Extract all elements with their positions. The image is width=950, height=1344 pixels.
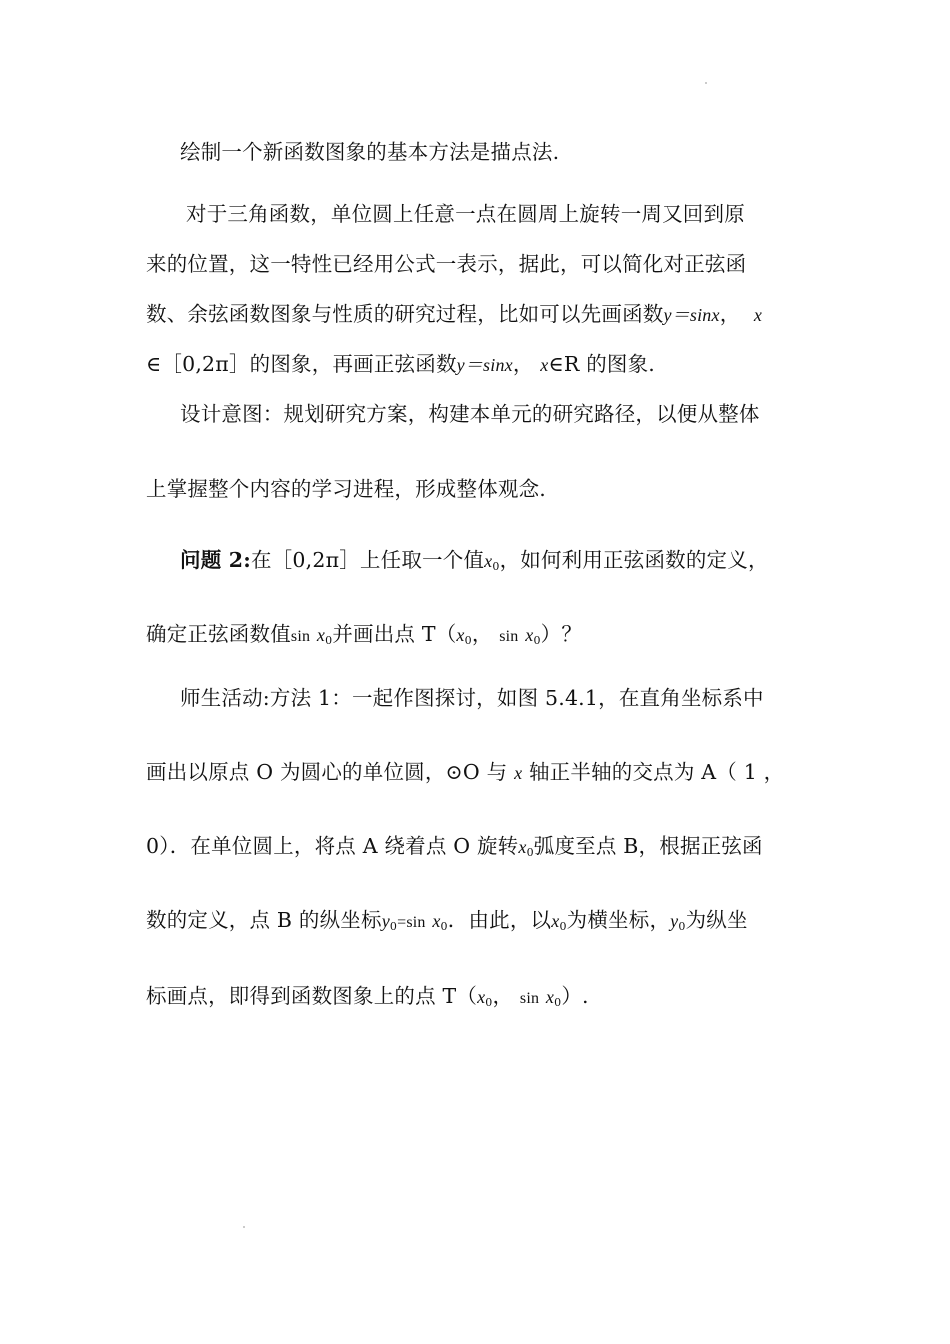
- formula-y-sinx: y＝sinx: [456, 355, 513, 375]
- activity-line-1: 师生活动:方法 1：一起作图探讨，如图 5.4.1，在直角坐标系中: [180, 686, 764, 710]
- question-2-line-1: 问题 2:在［0,2π］上任取一个值$x_0$，如何利用正弦函数的定义，: [180, 548, 769, 573]
- scan-speck-top: [705, 82, 707, 84]
- paragraph-drawing-method: 绘制一个新函数图象的基本方法是描点法.: [180, 140, 560, 164]
- paragraph-design-intent-line-2: 上掌握整个内容的学习进程，形成整体观念.: [146, 477, 547, 501]
- scan-speck-bottom: [243, 1226, 245, 1228]
- question-label: 问题 2:: [180, 548, 251, 572]
- paragraph-trig-line-2: 来的位置，这一特性已经用公式一表示，据此，可以简化对正弦函: [146, 252, 747, 276]
- formula-y-sinx: y＝sinx: [663, 305, 720, 325]
- activity-line-3: 0）．在单位圆上，将点 A 绕着点 O 旋转$x_0$弧度至点 B，根据正弦函: [146, 834, 763, 859]
- paragraph-design-intent-line-1: 设计意图：规划研究方案，构建本单元的研究路径，以便从整体: [180, 402, 760, 426]
- paragraph-trig-line-1: 对于三角函数，单位圆上任意一点在圆周上旋转一周又回到原: [186, 202, 745, 226]
- activity-line-5: 标画点，即得到函数图象上的点 $T(x_0$， $\sin x_0$）.: [146, 984, 589, 1009]
- question-2-line-2: 确定正弦函数值$\sin x_0$并画出点 $T(x_0$， $\sin x_0$）？: [146, 622, 583, 647]
- paragraph-trig-line-3: 数、余弦函数图象与性质的研究过程，比如可以先画函数y＝sinx， x: [146, 302, 763, 326]
- activity-line-2: 画出以原点 O 为圆心的单位圆，⊙O 与 x 轴正半轴的交点为 A（ 1 ，: [146, 760, 785, 784]
- paragraph-trig-line-4: ∈［0,2π］的图象，再画正弦函数y＝sinx， x∈R 的图象.: [146, 352, 656, 376]
- activity-line-4: 数的定义，点 B 的纵坐标$y_0=\sin$ $x_0$．由此，以$x_0$为横坐标，$y_0$为纵坐: [146, 908, 748, 933]
